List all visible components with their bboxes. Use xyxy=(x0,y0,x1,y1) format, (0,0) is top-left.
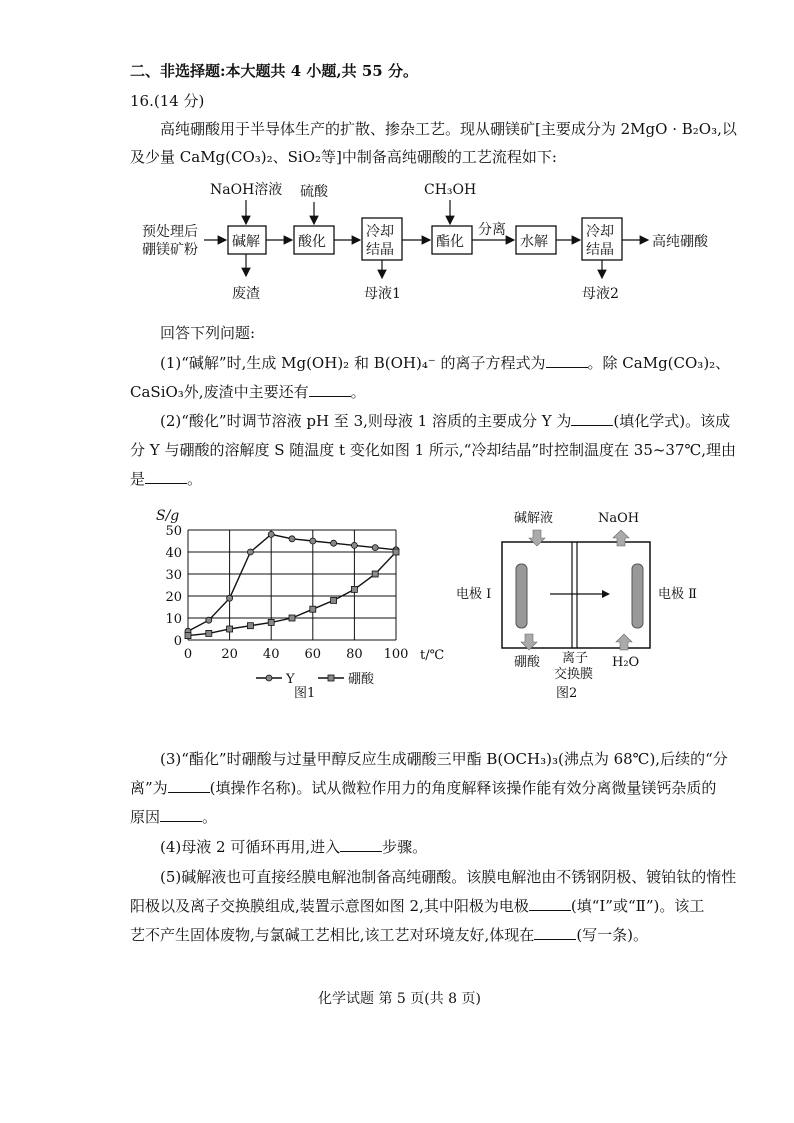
chart-xtick-label: 20 xyxy=(221,647,238,662)
q3-text-d: 原因 xyxy=(130,808,161,826)
question-number: 16.(14 分) xyxy=(130,92,205,110)
q5-line1: (5)碱解液也可直接经膜电解池制备高纯硼酸。该膜电解池由不锈钢阴极、镀铂钛的惰性 xyxy=(160,868,737,886)
q5-text-d: 艺不产生固体废物,与氯碱工艺相比,该工艺对环境友好,体现在 xyxy=(130,926,535,944)
chart-ylabel: S/g xyxy=(156,508,180,524)
label-in-bottom-right: H₂O xyxy=(612,655,640,670)
q4-text-b: 步骤。 xyxy=(382,838,428,856)
page-footer: 化学试题 第 5 页(共 8 页) xyxy=(318,991,481,1007)
box-jianjie-label: 碱解 xyxy=(232,234,260,250)
chart-xtick-label: 100 xyxy=(383,647,409,662)
reagent-ch3oh: CH₃OH xyxy=(424,182,477,198)
intro-line-1: 高纯硼酸用于半导体生产的扩散、掺杂工艺。现从硼镁矿[主要成分为 2MgO · B₂O₃,以 xyxy=(160,120,737,138)
box-lengque-2-a: 冷却 xyxy=(586,224,614,240)
box-zhihua-label: 酯化 xyxy=(436,234,464,250)
box-suanhua-label: 酸化 xyxy=(298,234,326,250)
chart-point-boric-acid xyxy=(227,626,233,632)
section-title: 二、非选择题:本大题共 4 小题,共 55 分。 xyxy=(130,62,418,80)
chart-series-line-boric-acid xyxy=(188,552,396,636)
label-out-bottom-left: 硼酸 xyxy=(514,655,541,670)
box-lengque-1-a: 冷却 xyxy=(366,224,394,240)
q3-line2 xyxy=(130,777,716,798)
chart-point-y xyxy=(289,536,295,542)
legend-marker-y xyxy=(266,675,272,681)
chart-grid xyxy=(165,524,408,662)
q1-text-c: CaSiO₃外,废渣中主要还有 xyxy=(130,383,309,401)
chart-point-boric-acid xyxy=(289,615,295,621)
in-arrow-top-left xyxy=(529,530,545,546)
out-muye1: 母液1 xyxy=(364,286,401,302)
q3-text-c: (填操作名称)。试从微粒作用力的角度解释该操作能有效分离微量镁钙杂质的 xyxy=(209,779,717,797)
chart-point-boric-acid xyxy=(247,623,253,629)
q1-text-d: 。 xyxy=(350,383,366,401)
q1-line1 xyxy=(160,352,730,373)
chart-ytick-label: 10 xyxy=(165,612,182,627)
chart-point-y xyxy=(206,617,212,623)
answer-blank-7[interactable] xyxy=(340,837,382,852)
q2-text-a: (2)“酸化”时调节溶液 pH 至 3,则母液 1 溶质的主要成分 Y 为 xyxy=(160,412,572,430)
label-membrane-1: 离子 xyxy=(562,651,589,666)
q2-text-e: 。 xyxy=(187,470,203,488)
chart-point-y xyxy=(372,545,378,551)
q1-text-b: 。除 CaMg(CO₃)₂、 xyxy=(587,354,731,372)
box-lengque-1-b: 结晶 xyxy=(366,242,394,258)
q3-line1: (3)“酯化”时硼酸与过量甲醇反应生成硼酸三甲酯 B(OCH₃)₃(沸点为 68℃),后续的“分 xyxy=(160,750,728,768)
chart-point-y xyxy=(331,540,337,546)
electrode-1-plate xyxy=(516,564,527,628)
flow-start-line1: 预处理后 xyxy=(142,224,198,240)
reagent-naoh: NaOH溶液 xyxy=(210,182,283,198)
chart-legend xyxy=(256,672,375,687)
answer-blank-6[interactable] xyxy=(160,807,202,822)
chart-ytick-label: 50 xyxy=(165,524,182,539)
chart-point-y xyxy=(268,531,274,537)
legend-marker-boric-acid xyxy=(328,675,334,681)
label-membrane-2: 交换膜 xyxy=(554,667,594,682)
chart-point-y xyxy=(227,595,233,601)
label-out-top-right: NaOH xyxy=(598,511,640,526)
chart-point-y xyxy=(310,538,316,544)
out-muye2: 母液2 xyxy=(582,286,619,302)
q5-line3 xyxy=(130,924,648,945)
q3-text-e: 。 xyxy=(202,808,218,826)
q5-text-c: (填“Ⅰ”或“Ⅱ”)。该工 xyxy=(570,897,705,915)
legend-label-y: Y xyxy=(286,672,295,687)
q5-text-e: (写一条)。 xyxy=(576,926,649,944)
box-shuijie-label: 水解 xyxy=(520,234,548,250)
chart-title: 图1 xyxy=(294,686,316,701)
chart-ytick-label: 0 xyxy=(173,634,182,649)
chart-point-boric-acid xyxy=(310,606,316,612)
answer-blank-1[interactable] xyxy=(546,353,588,368)
answer-blank-9[interactable] xyxy=(534,925,576,940)
chart-xlabel: t/℃ xyxy=(420,648,445,663)
q2-line2: 分 Y 与硼酸的溶解度 S 随温度 t 变化如图 1 所示,“冷却结晶”时控制温度在 35~37℃,理由 xyxy=(130,441,737,459)
chart-xtick-label: 0 xyxy=(183,647,193,662)
q2-line3 xyxy=(130,468,202,489)
label-electrode-2: 电极 Ⅱ xyxy=(658,587,697,602)
ion-arrow-head xyxy=(602,590,610,598)
chart-ytick-label: 30 xyxy=(165,568,182,583)
intro-line-2: 及少量 CaMg(CO₃)₂、SiO₂等]中制备高纯硼酸的工艺流程如下: xyxy=(130,148,557,166)
q1-text-a: (1)“碱解”时,生成 Mg(OH)₂ 和 B(OH)₄⁻ 的离子方程式为 xyxy=(160,354,546,372)
q5-line2 xyxy=(130,895,704,916)
out-feizha: 废渣 xyxy=(232,286,260,302)
legend-label-boric-acid: 硼酸 xyxy=(348,672,375,687)
electrode-2-plate xyxy=(632,564,643,628)
chart-point-boric-acid xyxy=(331,597,337,603)
flow-product: 高纯硼酸 xyxy=(652,234,708,250)
q3-text-b: 离”为 xyxy=(130,779,168,797)
chart-point-boric-acid xyxy=(393,549,399,555)
chart-xtick-label: 40 xyxy=(262,647,280,662)
answer-blank-4[interactable] xyxy=(145,469,187,484)
reagent-h2so4: 硫酸 xyxy=(300,184,328,200)
label-fenli: 分离 xyxy=(478,222,506,238)
chart-ytick-label: 20 xyxy=(165,590,182,605)
q4-line xyxy=(160,836,427,857)
electrolysis-diagram xyxy=(452,506,712,702)
flow-start-line2: 硼镁矿粉 xyxy=(142,242,198,258)
chart-xtick-label: 60 xyxy=(304,647,322,662)
q2-text-b: (填化学式)。该成 xyxy=(613,412,731,430)
answer-blank-5[interactable] xyxy=(168,778,210,793)
chart-point-boric-acid xyxy=(372,571,378,577)
solubility-chart xyxy=(148,502,448,702)
q5-text-b: 阳极以及离子交换膜组成,装置示意图如图 2,其中阳极为电极 xyxy=(130,897,529,915)
process-flow-diagram xyxy=(120,172,740,312)
answer-blank-2[interactable] xyxy=(309,382,351,397)
label-in-top-left: 碱解液 xyxy=(514,511,554,526)
prompt: 回答下列问题: xyxy=(160,324,256,342)
q4-text-a: (4)母液 2 可循环再用,进入 xyxy=(160,838,341,856)
out-arrow-top-right xyxy=(613,530,629,546)
chart-point-boric-acid xyxy=(185,633,191,639)
chart-ytick-label: 40 xyxy=(165,546,182,561)
q3-line3 xyxy=(130,806,217,827)
q2-line1 xyxy=(160,410,730,431)
fig2-caption: 图2 xyxy=(556,686,578,701)
chart-point-y xyxy=(351,542,357,548)
box-lengque-2-b: 结晶 xyxy=(586,242,614,258)
chart-series xyxy=(185,531,399,638)
answer-blank-3[interactable] xyxy=(571,411,613,426)
label-electrode-1: 电极 Ⅰ xyxy=(456,587,492,602)
chart-xtick-label: 80 xyxy=(346,647,363,662)
chart-point-y xyxy=(247,549,253,555)
q2-text-d: 是 xyxy=(130,470,146,488)
chart-point-boric-acid xyxy=(206,630,212,636)
chart-point-boric-acid xyxy=(351,586,357,592)
q1-line2 xyxy=(130,381,366,402)
answer-blank-8[interactable] xyxy=(529,896,571,911)
chart-point-boric-acid xyxy=(268,619,274,625)
